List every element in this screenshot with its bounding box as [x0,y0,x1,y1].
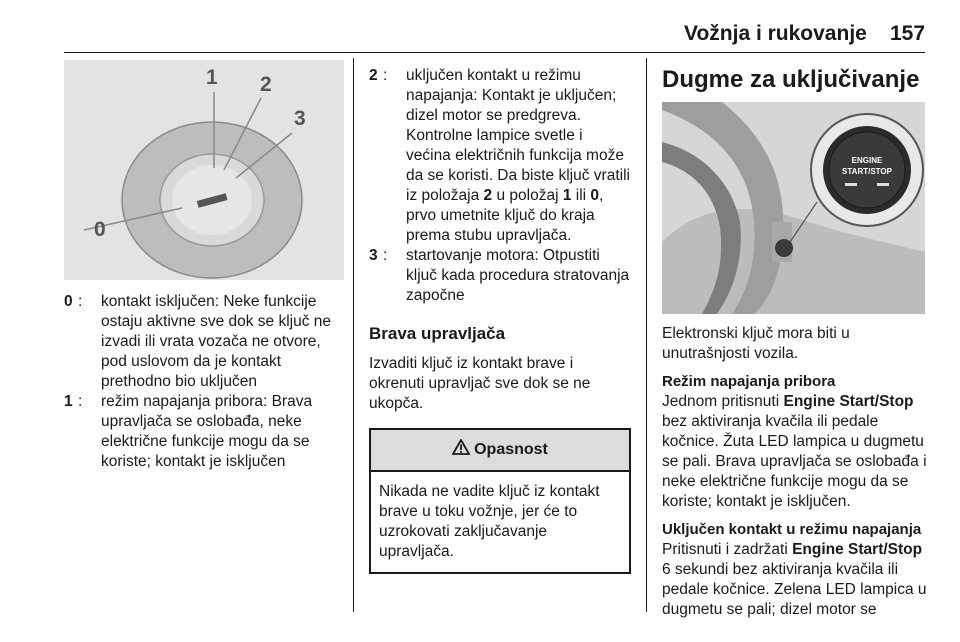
section-title-steering-lock: Brava upravljača [369,324,506,343]
ignition-positions-list-cont [369,66,631,306]
list-item [369,246,631,306]
accessory-mode-paragraph: Jednom pritisnuti Engine Start/Stop bez aktiviranja kvačila ili pedale kočnice. Žuta LED lampica u dugmetu se pali. Brava upravljača se oslobađa i neke električne funkcije mogu da se koriste; kontakt je isključen. [662,393,927,510]
section-title-power-button: Dugme za uključivanje [662,66,920,93]
warning-triangle-icon [452,439,470,461]
column-3 [662,66,927,620]
item-number: 1 [64,393,73,410]
item-separator: : [383,67,388,84]
figure-label-1: 1 [206,66,218,89]
column-divider-left [353,58,354,612]
column-divider-right [646,58,647,612]
list-item [64,392,344,472]
engine-start-stop-figure [662,102,925,314]
ignition-positions-list [64,292,344,472]
item-separator: : [383,247,388,264]
figure-label-2: 2 [260,73,272,96]
engine-label-line1: ENGINE [851,156,883,165]
item-separator: : [78,393,83,410]
figure-label-3: 3 [294,107,306,130]
figure-label-0: 0 [94,218,106,241]
ignition-switch-figure [64,60,344,280]
list-item [369,66,631,246]
header-rule [64,52,925,53]
item-text: kontakt isključen: Neke funkcije ostaju aktivne sve dok se ključ ne izvadi ili vrata vozača ne otvore, pod uslovom da je kontakt prethodno bio uključen [101,293,332,390]
page-header-title: Vožnja i rukovanje [684,22,867,45]
column-2 [369,66,631,574]
item-separator: : [78,293,83,310]
warning-header [371,430,629,472]
list-item [64,292,344,392]
ignition-on-paragraph: Pritisnuti i zadržati Engine Start/Stop 6 sekundi bez aktiviranja kvačila ili pedale kočnice. Zelena LED lampica u dugmetu se pali; dizel motor se [662,541,927,618]
column-1 [64,60,344,472]
item-text: režim napajanja pribora: Brava upravljača se oslobađa, neke električne funkcije mogu da se koriste; kontakt je isključen [101,393,313,470]
warning-box [369,428,631,574]
subheading-accessory-mode: Režim napajanja pribora [662,373,836,390]
intro-paragraph: Elektronski ključ mora biti u unutrašnjosti vozila. [662,325,850,362]
engine-label-line2: START/STOP [842,167,892,176]
page-number: 157 [890,22,926,45]
steering-lock-paragraph: Izvaditi ključ iz kontakt brave i okrenuti upravljač sve dok se ne ukopča. [369,355,591,412]
item-text: uključen kontakt u režimu napajanja: Kontakt je uključen; dizel motor se predgreva. Kontrolne lampice svetle i većina električnih funkcija može da se koristi. Da biste ključ vratili iz položaja 2 u položaj 1 ili 0, prvo umetnite ključ do kraja prema stubu upravljača. [406,67,630,244]
item-text: startovanje motora: Otpustiti ključ kada procedura stratovanja započne [406,247,630,304]
item-number: 2 [369,67,378,84]
item-number: 0 [64,293,73,310]
item-number: 3 [369,247,378,264]
warning-body: Nikada ne vadite ključ iz kontakt brave u toku vožnje, jer će to uzrokovati zaključavanje upravljača. [379,483,600,560]
warning-title: Opasnost [474,441,548,458]
subheading-ignition-on: Uključen kontakt u režimu napajanja [662,521,922,538]
